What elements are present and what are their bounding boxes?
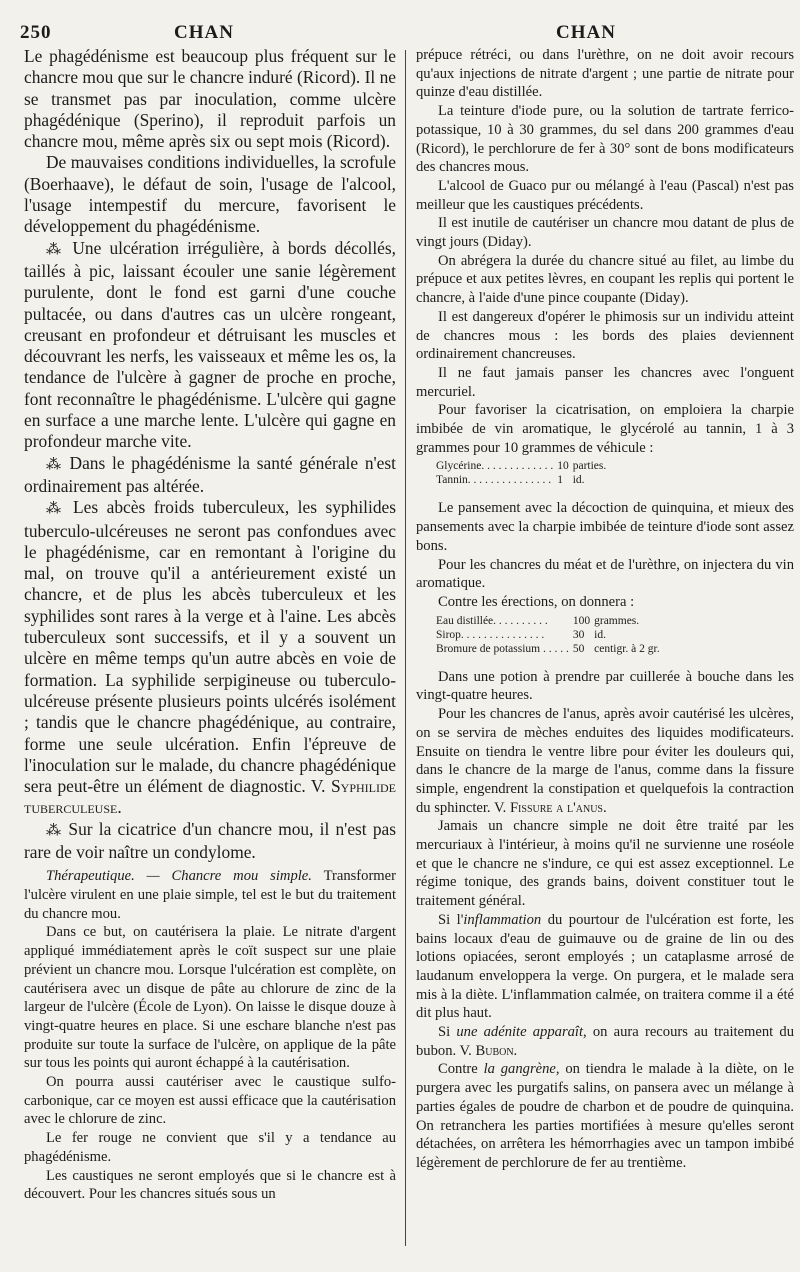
paragraph	[416, 1023, 794, 1060]
asterism-icon: ⁂	[46, 822, 69, 839]
cross-reference: Fissure a l'anus.	[509, 799, 607, 816]
ingredient-qty: 1	[557, 474, 563, 487]
paragraph: Contre les érections, on donnera :	[438, 593, 635, 610]
ingredient-unit: id.	[594, 628, 606, 641]
paragraph	[24, 867, 396, 923]
running-head-right: CHAN	[556, 22, 616, 43]
paragraph: Le fer rouge ne convient que s'il y a tendance au phagédénisme.	[24, 1130, 396, 1165]
prescription-table	[436, 459, 610, 487]
paragraph	[24, 238, 396, 453]
paragraph	[416, 705, 794, 817]
ingredient-name: Sirop. . . . . . . . . . . . . . .	[436, 628, 545, 641]
paragraph: De mauvaises conditions individuelles, la scrofule (Boerhaave), le défaut de soin, l'usage de l'alcool, l'usage intempestif du mercure, favorisent le développement du phagédénisme.	[24, 152, 396, 237]
paragraph-text: , on tiendra le malade à la diète, on le purgera avec les purgatifs salins, on pansera avec un mélange à parties égales de poudre de charbon et de poudre de quinquina. On retranchera les parties mortifiées à mesure qu'elles seront détachées, on arrêtera les hémorrhagies avec un tampon imbibé légèrement de perchlorure de fer au trentième.	[416, 1061, 794, 1171]
paragraph	[24, 819, 396, 864]
table-row	[436, 614, 664, 628]
paragraph: prépuce rétréci, ou dans l'urèthre, on ne doit avoir recours qu'aux injections de nitrate d'argent ; une partie de nitrate pour quinze d'eau distillée.	[416, 47, 794, 101]
cross-reference: Syphilide tuberculeuse.	[24, 776, 396, 818]
cross-reference: Bubon.	[475, 1042, 518, 1059]
paragraph: Le pansement avec la décoction de quinquina, et mieux des pansements avec la charpie imbibée de teinture d'iode sont assez bons.	[416, 500, 794, 554]
paragraph-text: Dans le phagédénisme la santé générale n'est ordinairement pas altérée.	[24, 452, 396, 496]
paragraph: Il est dangereux d'opérer le phimosis sur un individu atteint de chancres mous : les bords des plaies deviennent ordinairement chancreuses.	[416, 308, 794, 363]
paragraph: Dans ce but, on cautérisera la plaie. Le nitrate d'argent appliqué immédiatement après le coït suspect sur une plaie prévient un chancre mou. Lorsque l'ulcération est complète, on cautérisera avec un disque de pâte au chlorure de zinc de la largeur de l'ulcère (École de Lyon). On laisse le disque douze à vingt-quatre heures en place. Si une eschare blanche n'est pas produite sur toute la surface de l'ulcère, on applique de la pâte sur tous les points qui auront échappé à la cautérisation.	[24, 924, 396, 1072]
paragraph-text: Si	[438, 1024, 457, 1041]
ingredient-name: Tannin. . . . . . . . . . . . . . .	[436, 474, 552, 487]
paragraph-text: Les abcès froids tuberculeux, les syphilides tuberculo-ulcéreuses ne seront pas confondues avec le phagédénisme, car en remontant à l'origine du mal, on trouve qu'il a antérieurement existé un chancre, et de plus les abcès tuberculeux et les syphilides sont rares à la verge et à l'aine. Les abcès tuberculeux sont successifs, et il y a souvent un ulcère en même temps qu'un autre abcès en voie de formation. La syphilide serpigineuse ou tuberculo-ulcéreuse présente plusieurs points ulcérés isolément ; tandis que le chancre phagédénique, au contraire, forme une seule ulcération. Enfin l'épreuve de l'inoculation sur le malade, du chancre phagédénique sera peut-être un élément de diagnostic. V.	[24, 497, 396, 797]
paragraph-text: Pour les chancres de l'anus, après avoir cautérisé les ulcères, on se servira de mèches enduites des liquides modificateurs. Ensuite on tiendra le ventre libre pour éviter les douleurs qui, dans le chancre de la marge de l'anus, comme dans la fissure simple, engendrent la constipation et quelquefois la contraction du sphincter. V.	[416, 706, 794, 816]
ingredient-qty: 100	[572, 614, 591, 627]
section-heading: Thérapeutique. — Chancre mou simple.	[46, 868, 312, 885]
paragraph-text: du pourtour de l'ulcération est forte, les bains locaux d'eau de guimauve ou de graine de lin ou des lotions opiacées, seront employés ; un cataplasme arrosé de laudanum enveloppera la verge. On purgera, et le malade sera mis à la diète. L'inflammation calmée, on traitera comme il a été dit plus haut.	[416, 911, 794, 1022]
ingredient-unit: centigr. à 2 gr.	[594, 642, 660, 655]
paragraph	[24, 497, 396, 818]
paragraph: Il est inutile de cautériser un chancre mou datant de plus de vingt jours (Diday).	[416, 215, 794, 251]
paragraph-text: Une ulcération irrégulière, à bords décollés, taillés à pic, laissant écouler une sanie légèrement purulente, dont le fond est garni d'une couche pultacée, ou dans d'autres cas un ulcère rongeant, creusant en profondeur et détruisant les muscles et découvrant les nerfs, les vaisseaux et même les os, la tendance de l'ulcère à gagner de proche en proche, font reconnaître le phagédénisme. L'ulcère qui gagne en surface a une marche lente. L'ulcère qui gagne en profondeur marche vite.	[24, 237, 396, 452]
paragraph: On abrégera la durée du chancre situé au filet, au limbe du prépuce et aux petites lèvres, en coupant les replis qui portent le chancre, à l'aide d'une pince coupante (Diday).	[416, 252, 794, 307]
asterism-icon: ⁂	[46, 501, 74, 518]
table-row	[436, 628, 664, 642]
paragraph-text: Sur la cicatrice d'un chancre mou, il n'est pas rare de voir naître un condylome.	[24, 818, 397, 862]
paragraph: Pour favoriser la cicatrisation, on emploiera la charpie imbibée de vin aromatique, le glycérolé au tannin, 1 à 3 grammes pour 10 grammes de véhicule :	[416, 402, 794, 456]
paragraph: Pour les chancres du méat et de l'urèthre, on injectera du vin aromatique.	[416, 556, 794, 592]
page-number: 250	[20, 22, 52, 43]
asterism-icon: ⁂	[46, 456, 70, 473]
paragraph: Le phagédénisme est beaucoup plus fréquent sur le chancre mou que sur le chancre induré (Ricord). Il ne se transmet pas par inoculation, comme ulcère phagédénique (Sperino), il reproduit parfois un chancre mou, même après six ou sept mois (Ricord).	[24, 46, 396, 152]
paragraph: Jamais un chancre simple ne doit être traité par les mercuriaux à l'intérieur, à moins qu'il ne survienne une roséole et que le chancre ne s'indure, ce qui est assez exceptionnel. Le régime tonique, des grands bains, doivent constituer tout le traitement général.	[416, 818, 794, 910]
ingredient-unit: id.	[572, 474, 585, 487]
ingredient-unit: grammes.	[594, 614, 640, 627]
table-row	[436, 473, 610, 487]
asterism-icon: ⁂	[46, 241, 73, 258]
right-column	[416, 46, 794, 1173]
table-row	[436, 459, 610, 473]
paragraph	[24, 453, 396, 498]
ingredient-qty: 30	[572, 628, 585, 641]
paragraph: L'alcool de Guaco pur ou mélangé à l'eau (Pascal) n'est pas meilleur que les caustiques précédents.	[416, 177, 794, 213]
paragraph: La teinture d'iode pure, ou la solution de tartrate ferrico-potassique, 10 à 30 grammes, du sel dans 200 grammes d'eau (Ricord), le perchlorure de fer à 30° sont de bons modificateurs des chancres mous.	[416, 103, 794, 176]
ingredient-unit: parties.	[572, 460, 607, 473]
column-divider	[405, 50, 406, 1246]
left-column	[24, 46, 396, 1204]
paragraph: Il ne faut jamais panser les chancres avec l'onguent mercuriel.	[416, 364, 794, 400]
paragraph-text: Transformer l'ulcère virulent en une plaie simple, tel est le but du traitement du chancre mou.	[24, 868, 396, 922]
emphasis: inflammation	[463, 911, 542, 928]
ingredient-name: Bromure de potassium . . . . .	[436, 642, 569, 655]
paragraph-text: , on aura recours au traitement du bubon. V.	[416, 1024, 794, 1059]
prescription-table	[436, 614, 664, 656]
table-row	[436, 642, 664, 656]
emphasis: la gangrène	[483, 1061, 556, 1078]
paragraph: Dans une potion à prendre par cuillerée à bouche dans les vingt-quatre heures.	[416, 668, 794, 704]
running-head-left: CHAN	[174, 22, 234, 43]
paragraph: Les caustiques ne seront employés que si le chancre est à découvert. Pour les chancres situés sous un	[24, 1167, 396, 1203]
ingredient-name: Glycérine. . . . . . . . . . . . .	[436, 460, 554, 473]
paragraph	[416, 911, 794, 1023]
paragraph	[416, 1060, 794, 1172]
paragraph-text: Contre	[438, 1061, 484, 1078]
ingredient-qty: 10	[557, 460, 569, 473]
paragraph-text: Si l'	[438, 911, 464, 928]
paragraph: On pourra aussi cautériser avec le caustique sulfo-carbonique, car ce moyen est aussi efficace que la cautérisation avec le chlorure de zinc.	[24, 1074, 396, 1128]
emphasis: une adénite apparaît	[456, 1024, 584, 1041]
ingredient-name: Eau distillée. . . . . . . . . .	[436, 614, 548, 627]
ingredient-qty: 50	[572, 642, 585, 655]
